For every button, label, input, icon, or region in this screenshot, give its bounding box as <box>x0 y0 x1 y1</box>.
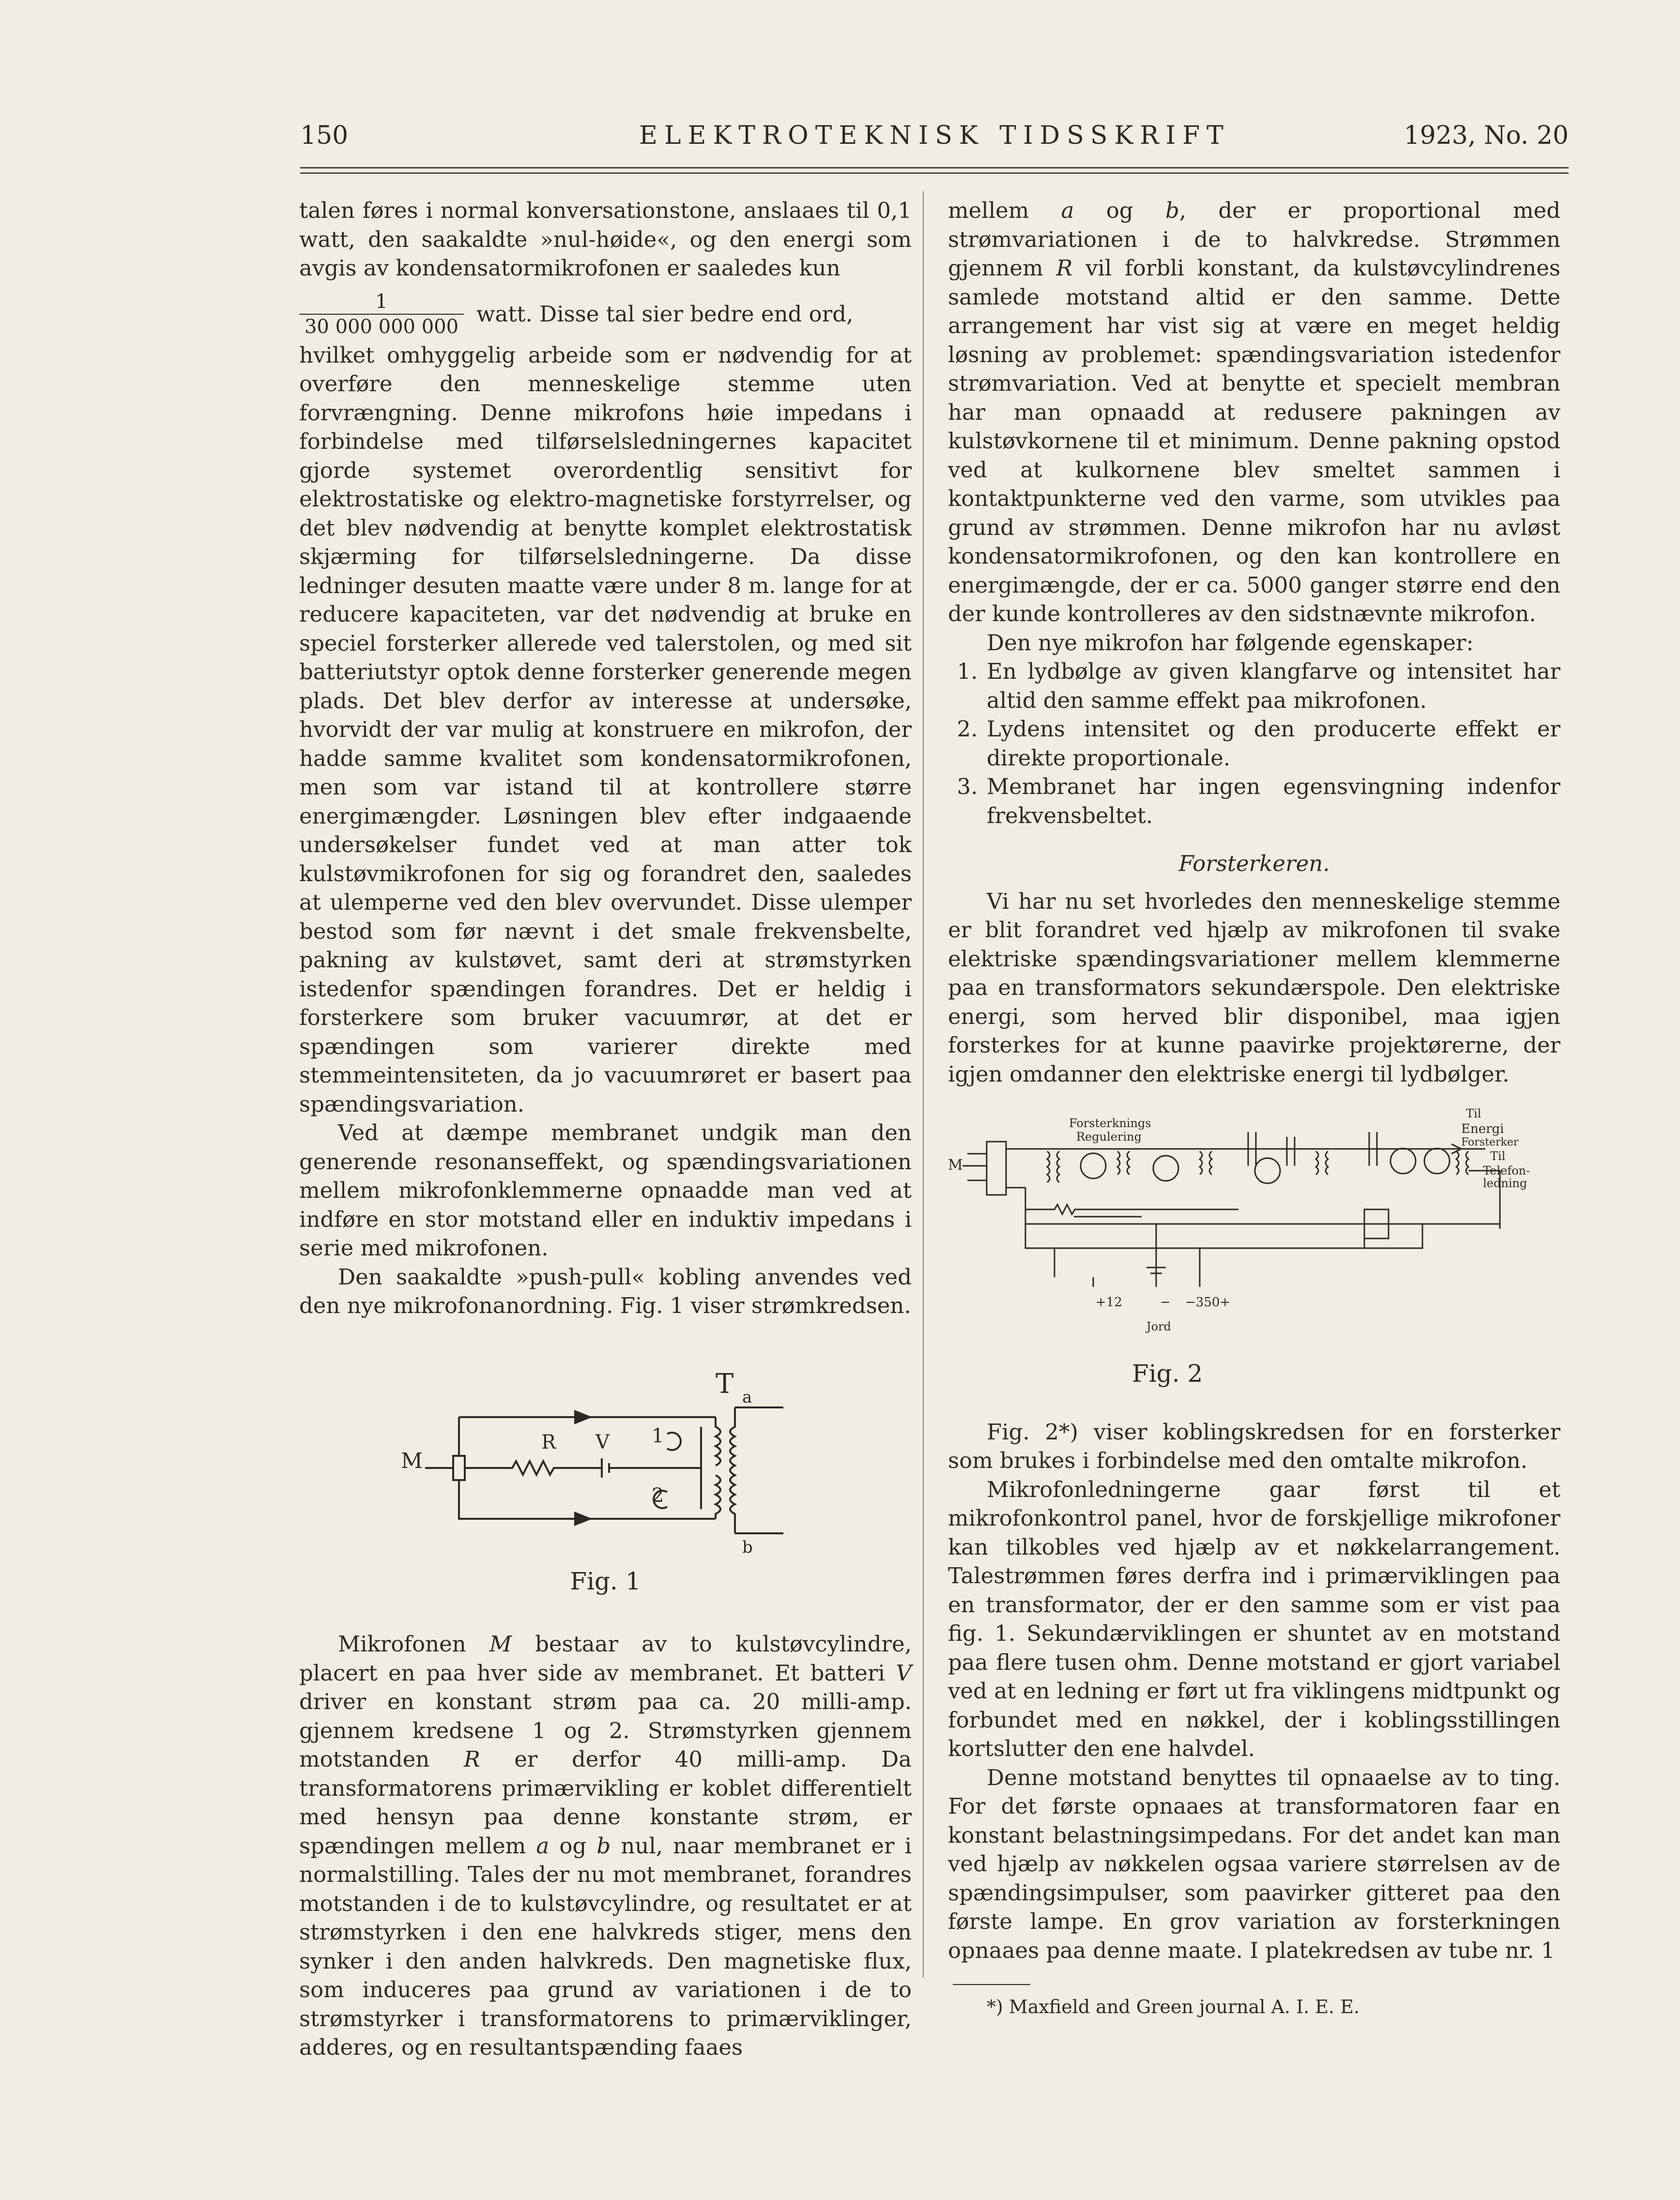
fig2-bias-line <box>1025 1205 1238 1217</box>
fig2-mic-leads <box>962 1154 987 1180</box>
paragraph: Ved at dæmpe membranet undgik man den generende resonanseffekt, og spændingsvariationen mellem mikrofonklemmerne opnaadde man ved at indføre en stor motstand eller en induktiv impedans i serie med mikrofonen. <box>299 1120 912 1261</box>
header-rule-top <box>300 167 1569 168</box>
paragraph: Mikrofonledningerne gaar først til et mikrofonkontrol panel, hvor de forskjellige mikrofoner kan tilkobles ved hjælp av et nøkkelarrangement. Talestrømmen føres derfra ind i primærviklingen paa en transformator, der er den samme som er vist paa fig. 1. Sekundærviklingen er shuntet av en motstand paa flere tusen ohm. Denne motstand er gjort variabel ved at en ledning er ført ut fra viklingens midtpunkt og forbundet med en nøkkel, der i koblingsstillingen kortslutter den ene halvdel. <box>948 1476 1560 1761</box>
figure-2 <box>948 1103 1560 1389</box>
fig2-tube-4 <box>1390 1148 1416 1174</box>
left-column <box>299 196 912 2062</box>
fig1-output-leads <box>735 1407 783 1533</box>
fig1-primary-coil <box>716 1417 720 1519</box>
fig2-label-jord: Jord <box>1146 1320 1171 1333</box>
figure-1-caption: Fig. 1 <box>570 1567 641 1595</box>
fig1-label-T: T <box>716 1368 734 1400</box>
footnote-rule <box>953 1984 1030 1985</box>
fig1-secondary-coil <box>730 1407 735 1533</box>
fig2-supply-network <box>1025 1224 1422 1277</box>
fig2-input-block <box>987 1142 1006 1195</box>
paragraph: Fig. 2*) viser koblingskredsen for en forsterker som brukes i forbindelse med den omtalte mikrofon. <box>948 1419 1560 1473</box>
paragraph: Den saakaldte »push-pull« kobling anvendes ved den nye mikrofonanordning. Fig. 1 viser strømkredsen. <box>299 1264 912 1318</box>
fig2-coupling-1 <box>1117 1151 1130 1175</box>
fig2-tube-5 <box>1424 1148 1450 1174</box>
fig2-label-telefon-2: ledning <box>1483 1176 1527 1190</box>
fig2-label-til-1: Til <box>1466 1107 1481 1120</box>
journal-title: ELEKTROTEKNISK TIDSSKRIFT <box>639 121 1230 150</box>
fig1-label-R: R <box>541 1431 556 1453</box>
issue-number: 1923, No. 20 <box>1404 121 1569 150</box>
fig1-resistor-battery <box>425 1458 701 1478</box>
fig1-label-b: b <box>742 1537 753 1557</box>
fig2-label-energi: Energi <box>1461 1122 1504 1136</box>
fig2-label-regulation-1: Forsterknings <box>1069 1116 1151 1130</box>
fig1-label-M: M <box>401 1448 423 1473</box>
list-item: 2. Lydens intensitet og den producerte effekt er direkte proportionale. <box>957 716 1560 771</box>
list-item: 1. En lydbølge av given klangfarve og intensitet har altid den samme effekt paa mikrofonen. <box>957 658 1560 713</box>
list-item: 3. Membranet har ingen egensvingning indenfor frekvensbeltet. <box>957 774 1560 828</box>
column-divider <box>923 191 924 1978</box>
fig2-tube-2 <box>1153 1156 1178 1181</box>
fig2-label-til-2: Til <box>1490 1149 1506 1163</box>
fig1-label-2: 2 <box>652 1484 664 1507</box>
fraction-line <box>299 290 912 339</box>
paragraph: Mikrofonen M bestaar av to kulstøvcylindre, placert en paa hver side av membranet. Et batteri V driver en konstant strøm paa ca. 20 milli-amp. gjennem kredsene 1 og 2. Strømstyrken gjennem motstanden R er derfor 40 milli-amp. Da transformatorens primærvikling er koblet differentielt med hensyn paa denne konstante strøm, er spændingen mellem a og b nul, naar membranet er i normalstilling. Tales der nu mot membranet, forandres motstanden i de to kulstøvcylindre, og resultatet er at strømstyrken i den ene halvkreds stiger, mens den synker i den anden halvkreds. Den magnetiske flux, som induceres paa grund av variationen i de to strømstyrker i transformatorens to primærviklinger, adderes, og en resultantspænding faaes <box>299 1631 912 2060</box>
section-heading: Forsterkeren. <box>1178 851 1330 876</box>
page-number: 150 <box>300 121 349 150</box>
paragraph: Den nye mikrofon har følgende egenskaper: <box>987 629 1474 656</box>
figure-2-caption: Fig. 2 <box>1132 1360 1203 1388</box>
figure-2-circuit <box>948 1103 1560 1360</box>
paragraph: talen føres i normal konversationstone, anslaaes til 0,1 watt, den saakaldte »nul-høide«, og den energi som avgis av kondensatormikrofonen er saaledes kun <box>299 198 912 281</box>
fig2-label-350: −350+ <box>1185 1295 1231 1310</box>
fig2-label-regulation-2: Regulering <box>1076 1130 1142 1144</box>
fig2-label-telefon-1: Telefon- <box>1483 1164 1530 1177</box>
figure-1-circuit <box>299 1364 912 1567</box>
paragraph: Vi har nu set hvorledes den menneskelige stemme er blit forandret ved hjælp av mikrofonen til svake elektriske spændingsvariationer mellem klemmerne paa en transformators sekundærspole. Den elektriske energi, som herved blir disponibel, maa igjen forsterkes for at kunne paavirke projektørerne, der igjen omdanner den elektriske energi til lydbølger. <box>948 888 1560 1087</box>
fraction-text: watt. Disse tal sier bedre end ord, <box>476 301 854 327</box>
paragraph: Denne motstand benyttes til opnaaelse av to ting. For det første opnaaes at transformatoren faar en konstant belastningsimpedans. For det andet kan man ved hjælp av nøkkelen ogsaa variere størrelsen av de spændingsimpulser, som paavirker gitteret paa den første lampe. En grov variation av forsterkningen opnaaes paa denne maate. I platekredsen av tube nr. 1 <box>948 1764 1560 1963</box>
fig2-coupling-3 <box>1316 1151 1328 1175</box>
fig2-label-plus12: +12 <box>1096 1295 1122 1310</box>
footnote: *) Maxfield and Green journal A. I. E. E. <box>987 1996 1360 2017</box>
fig2-label-minus: − <box>1160 1295 1171 1310</box>
fig2-label-M: M <box>948 1157 963 1174</box>
fig2-coupling-2 <box>1200 1151 1212 1175</box>
paragraph: mellem a og b, der er proportional med strømvariationen i de to halvkredse. Strømmen gjennem R vil forbli konstant, da kulstøvcylindrenes samlede motstand altid er den samme. Dette arrangement har vist sig at være en meget heldig løsning av problemet: spændingsvariation istedenfor strømvariation. Ved at benytte et specielt membran har man opnaadd at redusere pakningen av kulstøvkornene til et minimum. Denne pakning opstod ved at kulkornene blev smeltet sammen i kontaktpunkterne ved den varme, som utvikles paa grund av strømmen. Denne mikrofon har nu avløst kondensatormikrofonen, og den kan kontrollere en energimængde, der er ca. 5000 ganger større end den der kunde kontrolleres av den sidstnævnte mikrofon. <box>948 198 1560 626</box>
fig1-label-V: V <box>596 1431 610 1453</box>
fig2-tube-3 <box>1255 1158 1280 1183</box>
running-header <box>300 116 1569 160</box>
fraction <box>299 290 464 339</box>
fig2-label-forsterker: Forsterker <box>1461 1136 1519 1148</box>
fig1-microphone <box>453 1456 465 1480</box>
fig2-main-lines <box>1006 1149 1500 1224</box>
fig2-tube-1 <box>1081 1153 1106 1178</box>
right-column <box>948 196 1560 2022</box>
fig2-terminals <box>1093 1277 1200 1287</box>
fig2-output-transformer <box>1456 1151 1500 1229</box>
header-rule-bottom <box>300 172 1569 174</box>
fig1-label-1: 1 <box>652 1424 664 1447</box>
fig1-label-a: a <box>742 1387 752 1407</box>
fraction-denominator: 30 000 000 000 <box>304 315 459 338</box>
paragraph: hvilket omhyggelig arbeide som er nødvendig for at overføre den menneskelige stemme uten forvrængning. Denne mikrofons høie impedans i forbindelse med tilførselsledningernes kapacitet gjorde systemet overordentlig sensitivt for elektrostatiske og elektro-magnetiske forstyrrelser, og det blev nødvendig at benytte komplet elektrostatisk skjærming for tilførselsledningerne. Da disse ledninger desuten maatte være under 8 m. lange for at reducere kapaciteten, var det nødvendig at bruke en speciel forsterker allerede ved talerstolen, og med sit batteriutstyr optok denne forsterker generende megen plads. Det blev derfor av interesse at undersøke, hvorvidt der var mulig at konstruere en mikrofon, der hadde samme kvalitet som kondensatormikrofonen, men som var istand til at kontrollere større energimængder. Løsningen blev efter indgaaende undersøkelser fundet ved at man atter tok kulstøvmikrofonen for sig og forandret den, saaledes at ulemperne ved den blev overvundet. Disse ulemper bestod som før nævnt i det smale frekvensbelte, pakning av kulstøvet, samt deri at strømstyrken istedenfor spændingen forandres. Det er heldig i forsterkere som bruker vacuumrør, at det er spændingen som varierer direkte med stemmeintensiteten, da jo vacuumrøret er basert paa spændingsvariation. <box>299 342 912 1117</box>
fraction-numerator: 1 <box>299 290 464 315</box>
figure-1 <box>299 1364 912 1596</box>
fig2-transformer-1 <box>1047 1151 1059 1182</box>
